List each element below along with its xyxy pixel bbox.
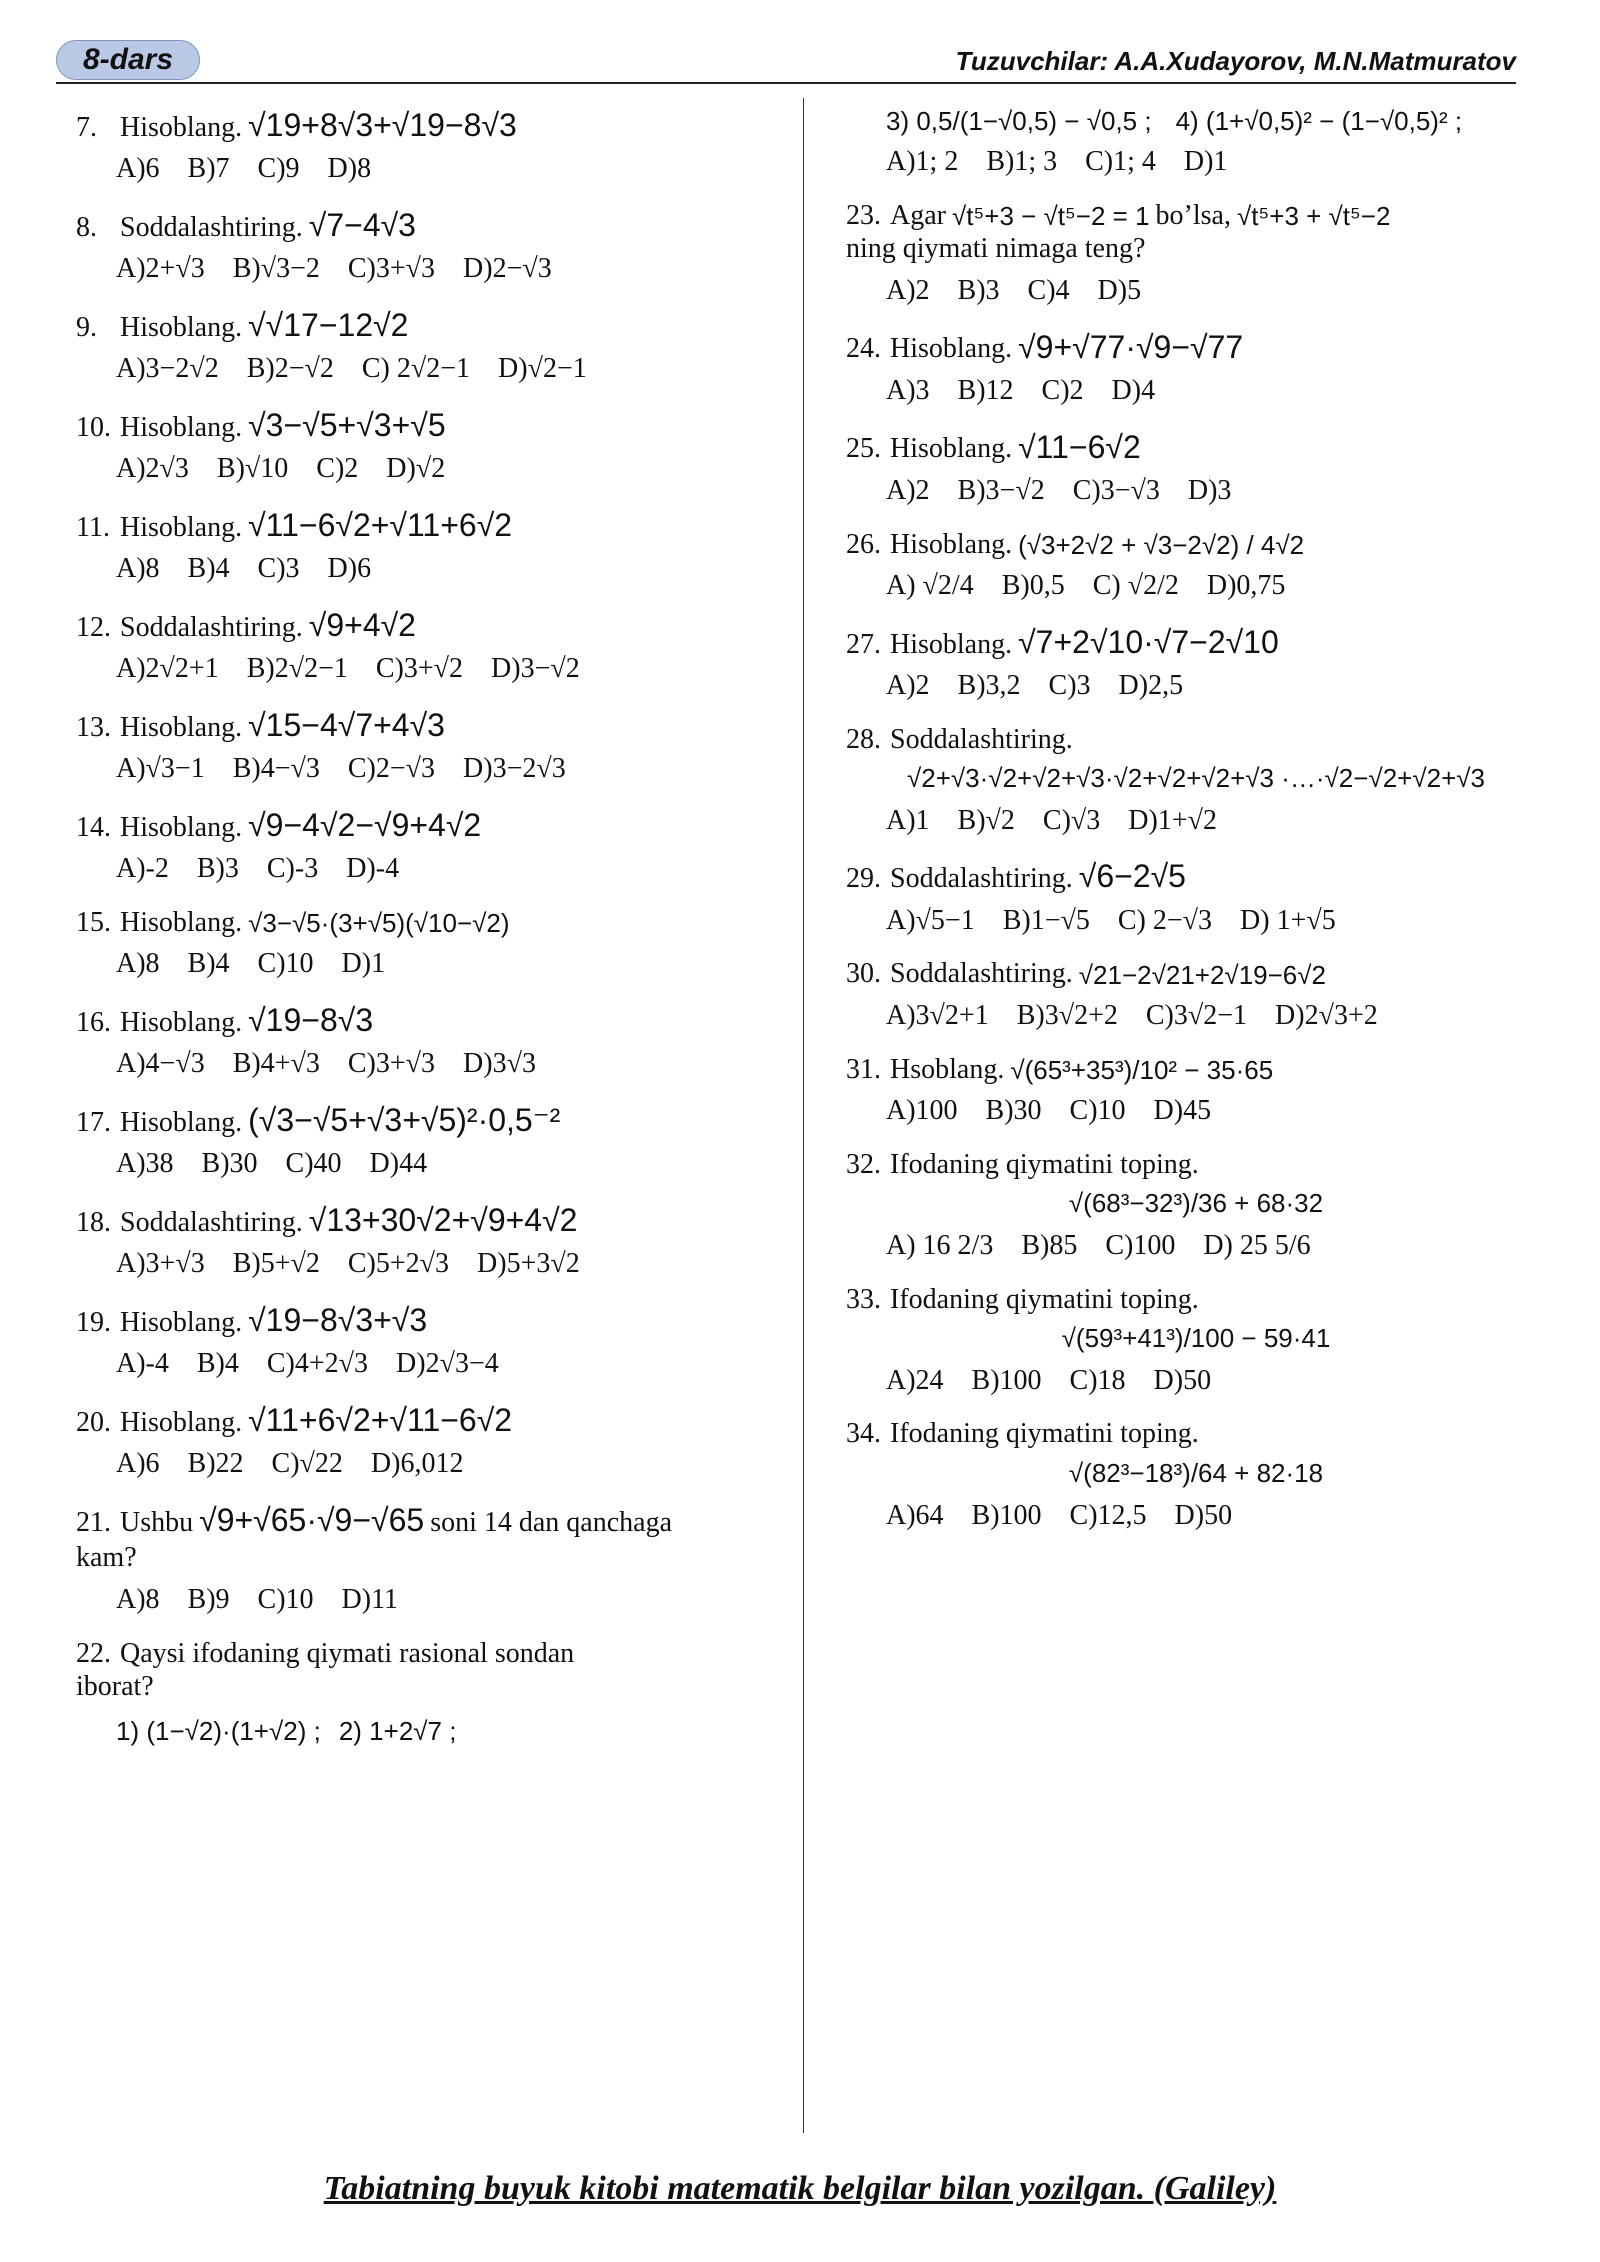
option[interactable]: D)5+3√2 <box>477 1248 580 1280</box>
option[interactable]: A)1 <box>886 804 930 836</box>
option[interactable]: A)2 <box>886 670 930 702</box>
options <box>116 652 776 686</box>
option[interactable]: A)2 <box>886 274 930 306</box>
options <box>886 1499 1546 1533</box>
question-22-cont: 3) 0,5/(1−√0,5) − √0,5 ; 4) (1+√0,5)² − (1−√0,5)² ; A)1; 2 B)1; 3 C)1; 4 D)1 <box>846 106 1546 179</box>
option[interactable]: C)18 <box>1069 1364 1126 1396</box>
option[interactable]: D)6 <box>327 553 372 585</box>
option[interactable]: D)2√3+2 <box>1275 1000 1378 1032</box>
question-9: 9. Hisoblang. √√17−12√2 A)3−2√2 B)2−√2 C) 2√2−1 D)√2−1 <box>76 306 776 386</box>
option[interactable]: D)2,5 <box>1118 670 1184 702</box>
options <box>886 474 1546 508</box>
options <box>116 852 776 886</box>
option[interactable]: B)85 <box>1021 1230 1078 1262</box>
option[interactable]: D) 1+√5 <box>1240 904 1336 936</box>
options <box>886 1094 1546 1128</box>
option[interactable]: D)50 <box>1153 1364 1212 1396</box>
option[interactable]: C)2−√3 <box>347 753 436 785</box>
option[interactable]: B)2√2−1 <box>246 653 348 685</box>
option[interactable]: D)5 <box>1097 274 1142 306</box>
option[interactable]: B)100 <box>971 1364 1042 1396</box>
option[interactable]: A)√3−1 <box>116 753 205 785</box>
option[interactable]: B)7 <box>187 153 230 185</box>
option[interactable]: C)100 <box>1105 1230 1176 1262</box>
option[interactable]: B)30 <box>985 1095 1042 1127</box>
option[interactable]: C) √2/2 <box>1092 570 1179 602</box>
question-32: 32. Ifodaning qiymatini toping. √(68³−32³)/36 + 68·32 A) 16 2/3 B)85 C)100 D) 25 5/6 <box>846 1148 1546 1263</box>
option[interactable]: A)-4 <box>116 1348 169 1380</box>
column-divider <box>803 98 804 2133</box>
options <box>116 1247 776 1281</box>
options <box>116 352 776 386</box>
option[interactable]: C)2 <box>316 453 359 485</box>
option[interactable]: C)12,5 <box>1069 1499 1147 1531</box>
option[interactable]: B)√3−2 <box>232 253 320 285</box>
option[interactable]: B)1−√5 <box>1002 904 1090 936</box>
option[interactable]: D)-4 <box>346 853 400 885</box>
option[interactable]: C)5+2√3 <box>347 1248 450 1280</box>
question-20: 20. Hisoblang. √11+6√2+√11−6√2 A)6 B)22 C)√22 D)6,012 <box>76 1401 776 1481</box>
question-8: 8. Soddalashtiring. √7−4√3 A)2+√3 B)√3−2 C)3+√3 D)2−√3 <box>76 206 776 286</box>
options <box>116 752 776 786</box>
options <box>116 1147 776 1181</box>
option[interactable]: A)24 <box>886 1364 944 1396</box>
question-19: 19. Hisoblang. √19−8√3+√3 A)-4 B)4 C)4+2√3 D)2√3−4 <box>76 1301 776 1381</box>
options <box>886 145 1546 179</box>
option[interactable]: D)44 <box>369 1148 428 1180</box>
options <box>116 947 776 981</box>
option[interactable]: D)2√3−4 <box>396 1348 499 1380</box>
option[interactable]: A)8 <box>116 1583 160 1615</box>
options <box>116 1583 776 1617</box>
option[interactable]: A) √2/4 <box>886 570 974 602</box>
option[interactable]: A)1; 2 <box>886 146 959 178</box>
option[interactable]: B)9 <box>187 1583 230 1615</box>
option[interactable]: B)1; 3 <box>986 146 1058 178</box>
option[interactable]: B)100 <box>971 1499 1042 1531</box>
options <box>886 1364 1546 1398</box>
option[interactable]: C)4 <box>1027 274 1070 306</box>
options <box>886 1229 1546 1263</box>
question-15: 15. Hisoblang. √3−√5·(3+√5)(√10−√2) A)8 B)4 C)10 D)1 <box>76 906 776 981</box>
option[interactable]: A)2√3 <box>116 453 189 485</box>
option[interactable]: C)2 <box>1041 374 1084 406</box>
option[interactable]: C)40 <box>285 1148 342 1180</box>
right-column <box>846 98 1546 1532</box>
option[interactable]: C)3+√3 <box>347 1048 436 1080</box>
option[interactable]: A)2√2+1 <box>116 653 219 685</box>
option[interactable]: C)-3 <box>266 853 319 885</box>
option[interactable]: C)3 <box>1048 670 1091 702</box>
options <box>886 804 1546 838</box>
page-header <box>56 38 1516 84</box>
question-28: 28. Soddalashtiring. √2+√3·√2+√2+√3·√2+√2+√2+√3 ·…·√2−√2+√2+√3 A)1 B)√2 C)√3 D)1+√2 <box>846 723 1546 838</box>
options <box>116 1447 776 1481</box>
left-column <box>76 98 776 1747</box>
footer-quote: Tabiatning buyuk kitobi matematik belgilar bilan yozilgan. (Galiley) <box>323 2170 1277 2207</box>
option[interactable]: B)4 <box>187 553 230 585</box>
question-18: 18. Soddalashtiring. √13+30√2+√9+4√2 A)3+√3 B)5+√2 C)5+2√3 D)5+3√2 <box>76 1201 776 1281</box>
option[interactable]: A)8 <box>116 948 160 980</box>
question-26: 26. Hisoblang. (√3+2√2 + √3−2√2) / 4√2 A) √2/4 B)0,5 C) √2/2 D)0,75 <box>846 528 1546 603</box>
option[interactable]: C)9 <box>257 153 300 185</box>
option[interactable]: A)6 <box>116 1448 160 1480</box>
option[interactable]: C)10 <box>1069 1095 1126 1127</box>
options <box>886 999 1546 1033</box>
options <box>886 569 1546 603</box>
question-33: 33. Ifodaning qiymatini toping. √(59³+41³)/100 − 59·41 A)24 B)100 C)18 D)50 <box>846 1283 1546 1398</box>
option[interactable]: B)3 <box>196 853 239 885</box>
question-29: 29. Soddalashtiring. √6−2√5 A)√5−1 B)1−√5 C) 2−√3 D) 1+√5 <box>846 857 1546 937</box>
question-34: 34. Ifodaning qiymatini toping. √(82³−18³)/64 + 82·18 A)64 B)100 C)12,5 D)50 <box>846 1417 1546 1532</box>
options <box>116 1047 776 1081</box>
option[interactable]: C)3√2−1 <box>1145 1000 1248 1032</box>
question-14: 14. Hisoblang. √9−4√2−√9+4√2 A)-2 B)3 C)-3 D)-4 <box>76 806 776 886</box>
option[interactable]: C)10 <box>257 1583 314 1615</box>
options <box>116 552 776 586</box>
option[interactable]: A)3+√3 <box>116 1248 205 1280</box>
option[interactable]: D)3−2√3 <box>463 753 566 785</box>
authors-line: Tuzuvchilar: A.A.Xudayorov, M.N.Matmuratov <box>955 46 1516 76</box>
option[interactable]: D)6,012 <box>370 1448 464 1480</box>
option[interactable]: D)1 <box>1183 146 1228 178</box>
option[interactable]: C) 2√2−1 <box>361 353 471 385</box>
option[interactable]: A)64 <box>886 1499 944 1531</box>
option[interactable]: B)0,5 <box>1001 570 1065 602</box>
option[interactable]: B)3−√2 <box>957 474 1045 506</box>
option[interactable]: C)3+√2 <box>375 653 464 685</box>
option[interactable]: A)4−√3 <box>116 1048 205 1080</box>
question-7: 7. Hisoblang. √19+8√3+√19−8√3 A)6 B)7 C)9 D)8 <box>76 106 776 186</box>
options <box>886 274 1546 308</box>
options <box>116 452 776 486</box>
option[interactable]: A)√5−1 <box>886 904 975 936</box>
option[interactable]: D) 25 5/6 <box>1203 1230 1311 1262</box>
option[interactable]: A)3 <box>886 374 930 406</box>
option[interactable]: B)4 <box>196 1348 239 1380</box>
option[interactable]: C)3 <box>257 553 300 585</box>
lesson-badge: 8-dars <box>56 40 200 80</box>
option[interactable]: B)30 <box>201 1148 258 1180</box>
option[interactable]: D)45 <box>1153 1095 1212 1127</box>
option[interactable]: B)2−√2 <box>246 353 334 385</box>
options <box>886 669 1546 703</box>
question-16: 16. Hisoblang. √19−8√3 A)4−√3 B)4+√3 C)3+√3 D)3√3 <box>76 1001 776 1081</box>
question-13: 13. Hisoblang. √15−4√7+4√3 A)√3−1 B)4−√3 C)2−√3 D)3−2√3 <box>76 706 776 786</box>
option[interactable]: D)0,75 <box>1206 570 1286 602</box>
option[interactable]: C)10 <box>257 948 314 980</box>
option[interactable]: D)1+√2 <box>1128 804 1217 836</box>
option[interactable]: D)3 <box>1187 474 1232 506</box>
option[interactable]: C)1; 4 <box>1085 146 1156 178</box>
option[interactable]: D)3√3 <box>463 1048 536 1080</box>
question-25: 25. Hisoblang. √11−6√2 A)2 B)3−√2 C)3−√3 D)3 <box>846 428 1546 508</box>
option[interactable]: B)√2 <box>957 804 1015 836</box>
option[interactable]: A)3√2+1 <box>886 1000 989 1032</box>
question-23: 23. Agar √t⁵+3 − √t⁵−2 = 1 bo’lsa, √t⁵+3 + √t⁵−2 ning qiymati nimaga teng? A)2 B)3 C)4 D)5 <box>846 199 1546 308</box>
options <box>886 374 1546 408</box>
option[interactable]: D)3−√2 <box>491 653 580 685</box>
option[interactable]: C)√3 <box>1042 804 1101 836</box>
option[interactable]: A)100 <box>886 1095 958 1127</box>
option[interactable]: B)3,2 <box>957 670 1021 702</box>
option[interactable]: B)√10 <box>216 453 289 485</box>
option[interactable]: D)8 <box>327 153 372 185</box>
question-31: 31. Hsoblang. √(65³+35³)/10² − 35·65 A)100 B)30 C)10 D)45 <box>846 1053 1546 1128</box>
option[interactable]: C) 2−√3 <box>1117 904 1213 936</box>
option[interactable]: B)4−√3 <box>232 753 320 785</box>
question-17: 17. Hisoblang. (√3−√5+√3+√5)²·0,5⁻² A)38 B)30 C)40 D)44 <box>76 1101 776 1181</box>
question-10: 10. Hisoblang. √3−√5+√3+√5 A)2√3 B)√10 C)2 D)√2 <box>76 406 776 486</box>
option[interactable]: A)6 <box>116 153 160 185</box>
options <box>116 1347 776 1381</box>
option[interactable]: A)-2 <box>116 853 169 885</box>
option[interactable]: D)1 <box>341 948 386 980</box>
option[interactable]: A)38 <box>116 1148 174 1180</box>
question-27: 27. Hisoblang. √7+2√10·√7−2√10 A)2 B)3,2 C)3 D)2,5 <box>846 623 1546 703</box>
option[interactable]: D)√2−1 <box>498 353 587 385</box>
option[interactable]: C)4+2√3 <box>266 1348 369 1380</box>
option[interactable]: A) 16 2/3 <box>886 1230 994 1262</box>
option[interactable]: D)√2 <box>386 453 446 485</box>
option[interactable]: A)8 <box>116 553 160 585</box>
option[interactable]: D)2−√3 <box>463 253 552 285</box>
question-22: 22. Qaysi ifodaning qiymati rasional sondan iborat? 1) (1−√2)·(1+√2) ; 2) 1+2√7 ; <box>76 1637 575 1746</box>
option[interactable]: C)3+√3 <box>347 253 436 285</box>
option[interactable]: D)4 <box>1111 374 1156 406</box>
option[interactable]: B)4+√3 <box>232 1048 320 1080</box>
option[interactable]: B)22 <box>187 1448 244 1480</box>
option[interactable]: C)√22 <box>271 1448 343 1480</box>
option[interactable]: B)3√2+2 <box>1016 1000 1118 1032</box>
options <box>116 152 776 186</box>
question-24: 24. Hisoblang. √9+√77·√9−√77 A)3 B)12 C)2 D)4 <box>846 328 1546 408</box>
option[interactable]: A)2 <box>886 474 930 506</box>
options <box>886 904 1546 938</box>
option[interactable]: B)3 <box>957 274 1000 306</box>
option[interactable]: A)3−2√2 <box>116 353 219 385</box>
option[interactable]: B)4 <box>187 948 230 980</box>
option[interactable]: B)5+√2 <box>232 1248 320 1280</box>
options <box>116 252 776 286</box>
question-12: 12. Soddalashtiring. √9+4√2 A)2√2+1 B)2√2−1 C)3+√2 D)3−√2 <box>76 606 776 686</box>
option[interactable]: C)3−√3 <box>1072 474 1160 506</box>
option[interactable]: D)11 <box>341 1583 399 1615</box>
question-30: 30. Soddalashtiring. √21−2√21+2√19−6√2 A)3√2+1 B)3√2+2 C)3√2−1 D)2√3+2 <box>846 957 1546 1032</box>
option[interactable]: D)50 <box>1174 1499 1233 1531</box>
question-11: 11. Hisoblang. √11−6√2+√11+6√2 A)8 B)4 C)3 D)6 <box>76 506 776 586</box>
question-21: 21. Ushbu √9+√65·√9−√65 soni 14 dan qanchaga kam? A)8 B)9 C)10 D)11 <box>76 1501 776 1617</box>
option[interactable]: A)2+√3 <box>116 253 205 285</box>
option[interactable]: B)12 <box>957 374 1014 406</box>
